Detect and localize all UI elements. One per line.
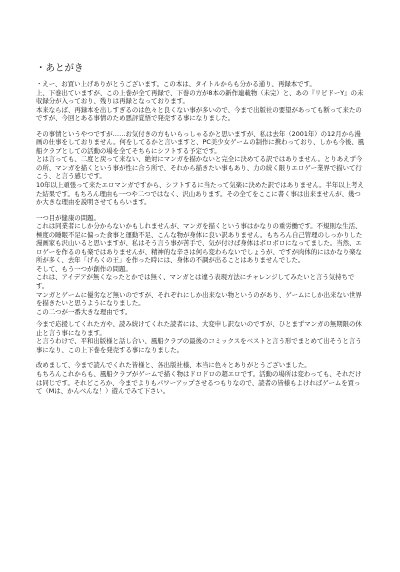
afterword-title: ・あとがき bbox=[36, 63, 84, 74]
paragraph-hiatus: 今まで応援してくれた方や、読み続けてくれた読者には、大変申し訳ないのですが、ひとまずマンガの無期限の休止と言う事になります。 と言うわけで、平和出版様と話し合い、風船クラブの最後のコミックスをベストと言う形でまとめて出そうと言う事になり、この上下巻を発売する事になりました。 bbox=[36, 320, 362, 354]
paragraph-reprint-explanation: ・えー、お買い上げありがとうございます。この本は、タイトルからも分かる通り、再録本です。 上、下巻出ていますが、この上巻が全て再録で、下巻の方が8本の新作連載物（未完）と、あの『リビドーY』の未収録分が入っており、残りは再録となっております。 本来ならば、再録本を出しすぎるのは色々と良くない事が多いので、今まで出版社の要望があっても断って来たのですが、今回とある事情のため悪評覚悟で発売する事になりました。 bbox=[36, 80, 364, 123]
paragraph-circumstances: その事情というやつですが……お気付きの方もいらっしゃるかと思いますが、私は去年（2001年）の12月から漫画の仕事をしておりません。何をしてるかと言いますと、PC美少女ゲームの制作に携わっており、しかも今後、風船クラブとしての活動の場を全てそちらにシフトする予定です。 とは言っても、二度と戻って来ない、絶対にマンガを描かないと完全に決めてる訳ではありません。とりあえず今の所、マンガを描くという事が性に合う所で、それから描きたい事もあり、力の続く限りエロゲー業界で描いて行こう、と言う感じです。 10年以上頑張って来たエロマンガですから、シフトするに当たって気楽に決めた訳ではありません。半年以上考えた結果です。もちろん理由も一つや二つではなく、沢山あります。その全てをここに書く事は出来ませんが、幾つか大きな理由を説明させてもらいます。 bbox=[36, 129, 365, 207]
paragraph-thanks: 改めまして、今まで読んでくれた皆様と、各出版社様、本当に色々とありがとうございました。 もちろんこれからも、風船クラブがゲームで描く物はドロドロの超エロです。活動の場所は変わっても、それだけは同じです。それどころか、今までよりもパワーアップさせるつもりなので、読者の皆様もよければゲームを買って（Mは、かんべんな！）遊んでみて下さい。 bbox=[36, 361, 362, 396]
paragraph-reasons: 一つ目が健康の問題。 これは同業者にしか分からないかもしれませんが、マンガを描くという事はかなりの重労働です。不規則な生活、極度の睡眠不足に偏った食事と運動不足、こんな物が身体に良い訳ありません。もちろん自己管理のしっかりした漫画家も沢山いると思いますが、私はそう言う事が苦手で、気が付けば身体はボロボロになってました。当然、エロゲーを作るのも楽ではありませんが、精神的な辛さは何ら変わらないでしょうが、ですが肉体的にはかなり楽な所が多く、去年「げらくの王」を作った時には、身体の不調が出ることはありませんでした。 そして、もう一つが創作の問題。 これは、アイデアが無くなったとかでは無く、マンガとは違う表現方法にチャレンジしてみたいと言う気持ちです。 マンガとゲームに優劣など無いのですが、それぞれにしか出来ない物というのがあり、ゲームにしか出来ない世界を描きたいと思うようになりました。 この二つが一番大きな理由です。 bbox=[36, 213, 363, 316]
